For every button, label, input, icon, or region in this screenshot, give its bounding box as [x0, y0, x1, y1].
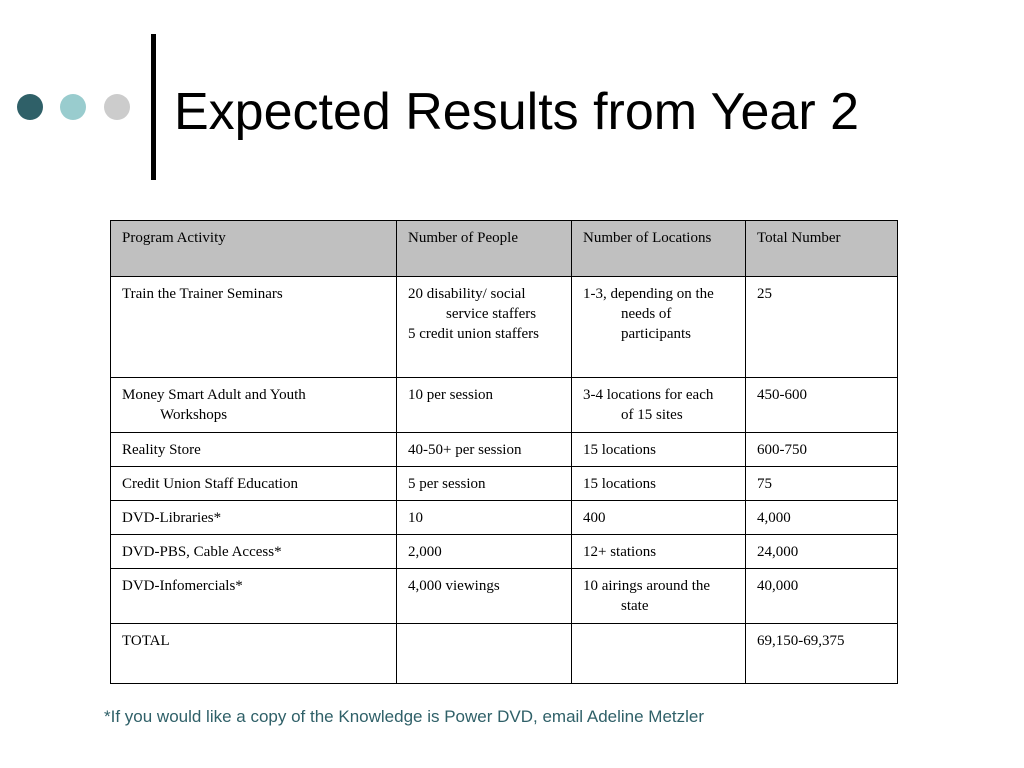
cell-text: participants — [621, 326, 691, 342]
cell-locations — [572, 624, 746, 684]
header-total-number: Total Number — [746, 221, 898, 277]
expected-results-table — [110, 220, 898, 684]
cell-total: 24,000 — [746, 535, 898, 569]
cell-people: 10 — [397, 501, 572, 535]
cell-locations — [572, 569, 746, 624]
cell-total: 600-750 — [746, 433, 898, 467]
cell-text: state — [621, 598, 649, 614]
cell-activity — [111, 569, 397, 624]
cell-text: 10 per session — [408, 387, 493, 403]
cell-text: Train the Trainer Seminars — [122, 286, 283, 302]
table-row-total — [111, 624, 898, 684]
cell-text: DVD-Infomercials* — [122, 578, 243, 594]
footnote-dvd-request: *If you would like a copy of the Knowledge is Power DVD, email Adeline Metzler — [104, 707, 705, 726]
cell-text: Money Smart Adult and Youth — [122, 387, 306, 403]
cell-text: of 15 sites — [621, 407, 683, 423]
cell-activity: Reality Store — [111, 433, 397, 467]
cell-total: 4,000 — [746, 501, 898, 535]
table-row — [111, 467, 898, 501]
table-row — [111, 433, 898, 467]
cell-text: 3-4 locations for each — [583, 387, 714, 403]
cell-people: 2,000 — [397, 535, 572, 569]
slide-title: Expected Results from Year 2 — [174, 83, 860, 141]
cell-total — [746, 569, 898, 624]
cell-text: 1-3, depending on the — [583, 286, 714, 302]
cell-locations: 15 locations — [572, 467, 746, 501]
table-row — [111, 277, 898, 378]
cell-people: 40-50+ per session — [397, 433, 572, 467]
cell-locations: 12+ stations — [572, 535, 746, 569]
cell-people — [397, 378, 572, 433]
bullet-dot-gray-icon — [104, 94, 130, 120]
cell-text: 5 credit union staffers — [408, 326, 539, 342]
cell-people — [397, 569, 572, 624]
table-row — [111, 378, 898, 433]
cell-text: 25 — [757, 286, 772, 302]
title-divider-line — [151, 34, 156, 180]
table-header-row — [111, 221, 898, 277]
cell-text: needs of — [621, 306, 672, 322]
cell-activity: DVD-Libraries* — [111, 501, 397, 535]
cell-locations: 400 — [572, 501, 746, 535]
bullet-dot-dark-teal-icon — [17, 94, 43, 120]
bullet-dot-light-teal-icon — [60, 94, 86, 120]
cell-text: 20 disability/ social — [408, 286, 526, 302]
cell-text: 40,000 — [757, 578, 799, 594]
cell-activity: DVD-PBS, Cable Access* — [111, 535, 397, 569]
cell-text: 10 airings around the — [583, 578, 711, 594]
cell-people: 5 per session — [397, 467, 572, 501]
table-row — [111, 535, 898, 569]
cell-total — [746, 378, 898, 433]
header-number-of-people: Number of People — [397, 221, 572, 277]
table-row — [111, 501, 898, 535]
cell-activity — [111, 277, 397, 378]
table-row — [111, 569, 898, 624]
cell-locations: 15 locations — [572, 433, 746, 467]
cell-text: 450-600 — [757, 387, 807, 403]
header-number-of-locations: Number of Locations — [572, 221, 746, 277]
cell-total: 75 — [746, 467, 898, 501]
header-program-activity: Program Activity — [111, 221, 397, 277]
cell-locations — [572, 277, 746, 378]
cell-total — [746, 277, 898, 378]
cell-total-label: TOTAL — [111, 624, 397, 684]
cell-text: service staffers — [446, 306, 537, 322]
cell-text: 4,000 viewings — [408, 578, 500, 594]
cell-activity: Credit Union Staff Education — [111, 467, 397, 501]
cell-people — [397, 277, 572, 378]
cell-grand-total: 69,150-69,375 — [746, 624, 898, 684]
cell-text: Workshops — [160, 407, 228, 423]
cell-activity — [111, 378, 397, 433]
cell-people — [397, 624, 572, 684]
cell-locations — [572, 378, 746, 433]
